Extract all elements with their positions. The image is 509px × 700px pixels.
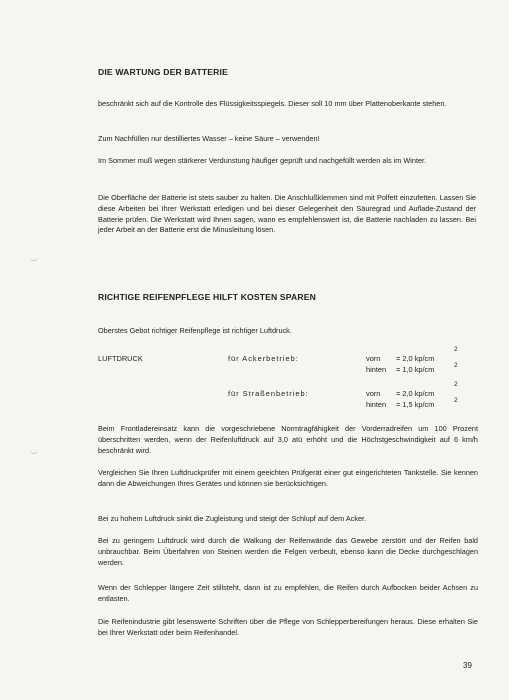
section-heading-battery: DIE WARTUNG DER BATTERIE bbox=[98, 67, 228, 77]
front-value: = 2,0 kp/cm bbox=[396, 354, 435, 363]
intro-paragraph: Oberstes Gebot richtiger Reifenpflege ist richtiger Luftdruck. bbox=[98, 326, 292, 335]
paragraph: Bei zu geringem Luftdruck wird durch die Walkung der Reifenwände das Gewebe zerstört und der Reifen bald unbrauchbar. Beim Überfahren von Steinen werden die Felgen verbeult, ebenso kann die Decke durchgeschlagen werden. bbox=[98, 536, 478, 567]
pressure-label: LUFTDRUCK bbox=[98, 354, 143, 363]
paragraph: Zum Nachfüllen nur destilliertes Wasser – keine Säure – verwenden! bbox=[98, 134, 320, 143]
front-label: vorn bbox=[366, 354, 381, 363]
punch-hole-mark bbox=[30, 448, 38, 454]
page-number: 39 bbox=[463, 661, 472, 670]
section-heading-tyres: RICHTIGE REIFENPFLEGE HILFT KOSTEN SPAREN bbox=[98, 292, 316, 302]
paragraph: beschränkt sich auf die Kontrolle des Flüssigkeitsspiegels. Dieser soll 10 mm über Plattenoberkante stehen. bbox=[98, 99, 447, 108]
paragraph: Im Sommer muß wegen stärkerer Verdunstung häufiger geprüft und nachgefüllt werden als im Winter. bbox=[98, 156, 427, 165]
usage-road: für Straßenbetrieb: bbox=[228, 389, 309, 398]
punch-hole-mark bbox=[30, 255, 38, 261]
rear-value: = 1,5 kp/cm bbox=[396, 400, 435, 409]
paragraph: Bei zu hohem Luftdruck sinkt die Zugleistung und steigt der Schlupf auf dem Acker. bbox=[98, 514, 367, 523]
paragraph: Die Reifenindustrie gibt lesenswerte Schriften über die Pflege von Schlepperbereifungen heraus. Diese erhalten Sie bei Ihrer Werkstatt oder beim Reifenhandel. bbox=[98, 617, 478, 637]
paragraph: Die Oberfläche der Batterie ist stets sauber zu halten. Die Anschlußklemmen sind mit Polfett einzufetten. Lassen Sie diese Arbeiten bei Ihrer Werkstatt erledigen und bei dieser Gelegenheit den Säuregrad und Auflade-Zustand der Batterie prüfen. Die Werkstatt wird Ihnen sagen, wann es empfehlenswert ist, die Batterie nachladen zu lassen. Bei jeder Arbeit an der Batterie erst die Minusleitung lösen. bbox=[98, 193, 476, 235]
rear-label: hinten bbox=[366, 365, 387, 374]
unit-exponent: 2 bbox=[454, 381, 458, 388]
usage-field: für Ackerbetrieb: bbox=[228, 354, 299, 363]
paragraph: Vergleichen Sie Ihren Luftdruckprüfer mit einem geeichten Prüfgerät einer gut eingerichteten Tankstelle. Sie kennen dann die Abweichungen Ihres Gerätes und können sie berücksichtigen. bbox=[98, 468, 478, 488]
rear-label: hinten bbox=[366, 400, 387, 409]
unit-exponent: 2 bbox=[454, 346, 458, 353]
front-label: vorn bbox=[366, 389, 381, 398]
unit-exponent: 2 bbox=[454, 362, 458, 369]
rear-value: = 1,0 kp/cm bbox=[396, 365, 435, 374]
unit-exponent: 2 bbox=[454, 397, 458, 404]
paragraph: Wenn der Schlepper längere Zeit stillsteht, dann ist zu empfehlen, die Reifen durch Aufbocken beider Achsen zu entlasten. bbox=[98, 583, 478, 603]
paragraph: Beim Frontladereinsatz kann die vorgeschriebene Normtragfähigkeit der Vorderradreifen um 100 Prozent überschritten werden, wenn der Reifenluftdruck auf 3,0 atü erhöht und die Höchstgeschwindigkeit auf 6 km/h beschränkt wird. bbox=[98, 424, 478, 455]
front-value: = 2,0 kp/cm bbox=[396, 389, 435, 398]
